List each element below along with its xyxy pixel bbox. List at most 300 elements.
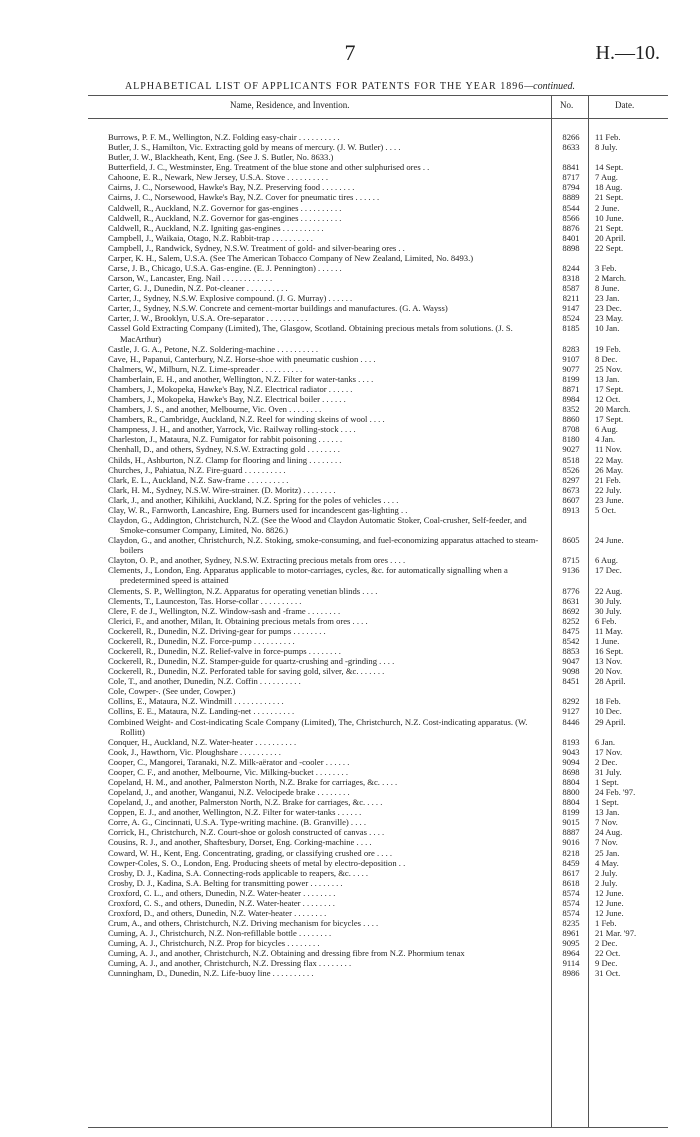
list-item [0, 918, 700, 928]
entry-date: 22 July. [595, 484, 622, 495]
list-item [0, 777, 700, 787]
entry-number: 9095 [562, 938, 580, 949]
entry-date: 2 Dec. [595, 938, 618, 949]
entry-number: 8776 [562, 585, 580, 596]
top-rule [88, 95, 668, 96]
list-item [0, 455, 700, 465]
entry-text: Cooper, C. F., and another, Melbourne, Vic. Milking-bucket . . . . . . . . [108, 766, 348, 777]
entry-number [553, 686, 589, 696]
entry-text: Butler, J. S., Hamilton, Vic. Extracting gold by means of mercury. (J. W. Butler) . . . . [108, 142, 401, 153]
bottom-rule [88, 1127, 668, 1128]
entry-date: 13 Jan. [595, 807, 620, 818]
list-item [0, 858, 700, 868]
entry-number: 8446 [562, 716, 580, 727]
list-item [0, 434, 700, 444]
entry-number: 8794 [562, 182, 580, 193]
entry-number: 8853 [562, 645, 580, 656]
entry-date: 13 Jan. [595, 373, 620, 384]
entry-text: Carson, W., Lancaster, Eng. Nail . . . . . . . . . . . . [108, 273, 273, 284]
list-item [0, 444, 700, 454]
list-item [0, 747, 700, 757]
entry-date: 23 Jan. [595, 293, 620, 304]
list-item [0, 888, 700, 898]
entry-number: 8633 [562, 142, 580, 153]
entry-date: 19 Feb. [595, 343, 621, 354]
list-item [0, 293, 700, 303]
entry-text: Cuming, A. J., and another, Christchurch, N.Z. Dressing flax . . . . . . . . [108, 958, 352, 969]
entry-text: Cockerell, R., Dunedin, N.Z. Stamper-guide for quartz-crushing and -grinding . . . . [108, 656, 395, 667]
entry-text: Champness, J. H., and another, Yarrock, Vic. Railway rolling-stock . . . . [108, 424, 356, 435]
entry-text: Chambers, J. S., and another, Melbourne, Vic. Oven . . . . . . . . [108, 404, 322, 415]
list-item [0, 273, 700, 283]
list-item [0, 535, 700, 555]
list-item [0, 948, 700, 958]
list-item [0, 384, 700, 394]
list-item [0, 283, 700, 293]
entry-number: 8986 [562, 968, 580, 979]
entry-text: Croxford, C. S., and others, Dunedin, N.Z. Water-heater . . . . . . . . [108, 897, 335, 908]
entry-number: 8352 [562, 404, 580, 415]
entry-date: 31 July. [595, 766, 622, 777]
entry-text: Carter, J. W., Brooklyn, U.S.A. Ore-separator . . . . . . . . . . [108, 313, 308, 324]
entry-text: Chambers, J., Mokopeka, Hawke's Bay, N.Z. Electrical radiator . . . . . . [108, 383, 353, 394]
list-item [0, 344, 700, 354]
entry-number: 8185 [562, 323, 580, 334]
entry-text: Clay, W. R., Farnworth, Lancashire, Eng. Burners used for incandescent gas-lighting . . [108, 504, 408, 515]
entry-number: 8715 [562, 555, 580, 566]
entry-text: Cairns, J. C., Norsewood, Hawke's Bay, N.Z. Preserving food . . . . . . . . [108, 182, 355, 193]
list-item [0, 394, 700, 404]
entry-date: 5 Oct. [595, 504, 617, 515]
entry-number: 8898 [562, 242, 580, 253]
entry-number: 8518 [562, 454, 580, 465]
entry-number: 9136 [562, 565, 580, 576]
applicant-list [0, 132, 700, 979]
entry-number: 8692 [562, 605, 580, 616]
title-continued: —continued. [524, 81, 576, 92]
list-item [0, 868, 700, 878]
entry-date: 24 June. [595, 535, 624, 546]
entry-date: 22 May. [595, 454, 624, 465]
list-item [0, 132, 700, 142]
entry-text: Burrows, P. F. M., Wellington, N.Z. Folding easy-chair . . . . . . . . . . [108, 132, 340, 142]
entry-date: 31 Oct. [595, 968, 621, 979]
list-item [0, 757, 700, 767]
list-item [0, 928, 700, 938]
list-item [0, 253, 700, 263]
list-item [0, 636, 700, 646]
entry-date: 29 April. [595, 716, 626, 727]
entry-number: 8574 [562, 908, 580, 919]
list-item [0, 192, 700, 202]
entry-date: 7 Nov. [595, 817, 618, 828]
entry-number: 8708 [562, 424, 580, 435]
entry-text: Cowper-Coles, S. O., London, Eng. Producing sheets of metal by electro-deposition . . [108, 857, 406, 868]
entry-date: 22 Oct. [595, 948, 621, 959]
entry-date: 12 June. [595, 887, 624, 898]
entry-number: 8871 [562, 383, 580, 394]
page-title [0, 81, 700, 92]
entry-date: 10 Jan. [595, 323, 620, 334]
entry-date: 11 May. [595, 625, 623, 636]
entry-number: 9114 [562, 958, 580, 969]
column-header-name: Name, Residence, and Invention. [230, 100, 350, 110]
entry-number: 8587 [562, 283, 580, 294]
entry-number [553, 152, 589, 162]
entry-text: Carter, G. J., Dunedin, N.Z. Pot-cleaner . . . . . . . . . . [108, 283, 288, 294]
entry-date: 23 May. [595, 313, 624, 324]
list-item [0, 323, 700, 343]
entry-text: Charleston, J., Mataura, N.Z. Fumigator for rabbit poisoning . . . . . . [108, 434, 343, 445]
list-item [0, 404, 700, 414]
entry-date: 8 Dec. [595, 353, 618, 364]
entry-date: 23 June. [595, 494, 624, 505]
list-item [0, 938, 700, 948]
entry-date: 20 March. [595, 404, 631, 415]
entry-number: 8199 [562, 807, 580, 818]
entry-text: Cassel Gold Extracting Company (Limited), The, Glasgow, Scotland. Obtaining precious metals from solutions. (J. S. MacArthur) [108, 323, 513, 344]
list-item [0, 515, 700, 535]
entry-text: Cuming, A. J., and another, Christchurch, N.Z. Obtaining and dressing fibre from N.Z. Phormium tenax [108, 948, 465, 959]
list-item [0, 233, 700, 243]
list-item [0, 303, 700, 313]
entry-text: Clark, J., and another, Kihikihi, Auckland, N.Z. Spring for the poles of vehicles . . . . [108, 494, 399, 505]
list-item [0, 717, 700, 737]
entry-text: Conquer, H., Auckland, N.Z. Water-heater . . . . . . . . . . [108, 736, 297, 747]
list-item [0, 686, 700, 696]
list-item [0, 656, 700, 666]
entry-number: 8566 [562, 212, 580, 223]
entry-text: Cockerell, R., Dunedin, N.Z. Relief-valve in force-pumps . . . . . . . . [108, 645, 341, 656]
list-item [0, 958, 700, 968]
entry-date: 20 April. [595, 232, 626, 243]
entry-date: 2 June. [595, 202, 620, 213]
page-number: 7 [344, 40, 356, 65]
entry-date: 7 Nov. [595, 837, 618, 848]
entry-number: 8542 [562, 635, 580, 646]
entry-number: 8283 [562, 343, 580, 354]
entry-date: 24 Aug. [595, 827, 623, 838]
entry-date: 4 Jan. [595, 434, 616, 445]
entry-text: Caldwell, R., Auckland, N.Z. Governor for gas-engines . . . . . . . . . . [108, 212, 342, 223]
entry-date: 26 May. [595, 464, 624, 475]
entry-date: 17 Dec. [595, 565, 622, 576]
list-item [0, 787, 700, 797]
list-item [0, 182, 700, 192]
entry-date: 6 Jan. [595, 736, 616, 747]
entry-date [589, 152, 667, 162]
list-item [0, 364, 700, 374]
entry-number: 9027 [562, 444, 580, 455]
entry-number: 8617 [562, 867, 580, 878]
entry-date: 2 March. [595, 273, 627, 284]
list-item [0, 374, 700, 384]
entry-number [553, 253, 589, 263]
entry-number: 9077 [562, 363, 580, 374]
list-item [0, 313, 700, 323]
entry-date: 2 Dec. [595, 756, 618, 767]
entry-date: 1 Feb. [595, 918, 617, 929]
entry-date: 22 Aug. [595, 585, 623, 596]
column-header-date: Date. [615, 100, 635, 110]
entry-number: 8876 [562, 222, 580, 233]
entry-number [553, 515, 589, 535]
entry-number: 8218 [562, 847, 580, 858]
entry-number: 8804 [562, 797, 580, 808]
list-item [0, 878, 700, 888]
list-item [0, 626, 700, 636]
entry-number: 8618 [562, 877, 580, 888]
entry-date: 28 April. [595, 676, 626, 687]
list-item [0, 475, 700, 485]
entry-text: Chambers, R., Cambridge, Auckland, N.Z. Reel for winding skeins of wool . . . . [108, 414, 385, 425]
entry-text: Caldwell, R., Auckland, N.Z. Governor for gas-engines . . . . . . . . . . [108, 202, 342, 213]
entry-text: Carter, J., Sydney, N.S.W. Concrete and cement-mortar buildings and manufactures. (G. A. Wayss) [108, 303, 448, 314]
entry-date: 3 Feb. [595, 263, 617, 274]
entry-text: Childs, H., Ashburton, N.Z. Clamp for flooring and lining . . . . . . . . [108, 454, 342, 465]
entry-date: 30 July. [595, 595, 622, 606]
entry-text: Cook, J., Hawthorn, Vic. Ploughshare . . . . . . . . . . [108, 746, 281, 757]
list-item [0, 485, 700, 495]
list-item [0, 706, 700, 716]
entry-text: Castle, J. G. A., Petone, N.Z. Soldering-machine . . . . . . . . . . [108, 343, 319, 354]
entry-date: 4 May. [595, 857, 619, 868]
entry-text: Carper, K. H., Salem, U.S.A. (See The American Tobacco Company of New Zealand, Limited, No. 8493.) [108, 252, 474, 263]
entry-date: 8 July. [595, 142, 618, 153]
entry-number: 8318 [562, 273, 580, 284]
entry-text: Caldwell, R., Auckland, N.Z. Igniting gas-engines . . . . . . . . . . [108, 222, 324, 233]
list-item [0, 465, 700, 475]
entry-date: 6 Aug. [595, 555, 618, 566]
entry-number: 8544 [562, 202, 580, 213]
entry-number: 8860 [562, 414, 580, 425]
list-item [0, 152, 700, 162]
entry-date: 20 Nov. [595, 666, 623, 677]
entry-number: 8717 [562, 172, 580, 183]
entry-text: Clerici, F., and another, Milan, It. Obtaining precious metals from ores . . . . [108, 615, 368, 626]
entry-date: 25 Nov. [595, 363, 623, 374]
list-item [0, 142, 700, 152]
entry-text: Butler, J. W., Blackheath, Kent, Eng. (See J. S. Butler, No. 8633.) [108, 152, 334, 163]
entry-number: 9047 [562, 656, 580, 667]
entry-number: 9016 [562, 837, 580, 848]
entry-date: 17 Nov. [595, 746, 623, 757]
entry-number: 9015 [562, 817, 580, 828]
entry-text: Clark, H. M., Sydney, N.S.W. Wire-strainer. (D. Moritz) . . . . . . . . [108, 484, 336, 495]
entry-text: Campbell, J., Randwick, Sydney, N.S.W. Treatment of gold- and silver-bearing ores . . [108, 242, 405, 253]
entry-text: Cunningham, D., Dunedin, N.Z. Life-buoy line . . . . . . . . . . [108, 968, 314, 979]
entry-text: Coppen, E. J., and another, Wellington, N.Z. Filter for water-tanks . . . . . . [108, 807, 362, 818]
entry-number: 8244 [562, 263, 580, 274]
entry-date: 1 Sept. [595, 797, 619, 808]
entry-text: Carse, J. B., Chicago, U.S.A. Gas-engine. (E. J. Pennington) . . . . . . [108, 263, 342, 274]
entry-number: 8698 [562, 766, 580, 777]
list-item [0, 666, 700, 676]
entry-text: Carter, J., Sydney, N.S.W. Explosive compound. (J. G. Murray) . . . . . . [108, 293, 353, 304]
entry-text: Claydon, G., Addington, Christchurch, N.Z. (See the Wood and Claydon Automatic Stoker, Coal-crusher, Self-feeder, and Smoke-consumer Company, Limited, No. 8826.) [108, 514, 527, 536]
entry-number: 8964 [562, 948, 580, 959]
entry-number: 9107 [562, 353, 580, 364]
entry-text: Crosby, D. J., Kadina, S.A. Belting for transmitting power . . . . . . . . [108, 877, 343, 888]
entry-text: Claydon, G., and another, Christchurch, N.Z. Stoking, smoke-consuming, and fuel-economizing apparatus attached to steam-boilers [108, 535, 539, 556]
list-item [0, 495, 700, 505]
entry-text: Chamberlain, E. H., and another, Wellington, N.Z. Filter for water-tanks . . . . [108, 373, 374, 384]
entry-number: 8235 [562, 918, 580, 929]
entry-number: 9127 [562, 706, 580, 717]
entry-text: Cockerell, R., Dunedin, N.Z. Perforated table for saving gold, silver, &c. . . . . . . [108, 666, 385, 677]
list-item [0, 243, 700, 253]
entry-date: 17 Sept. [595, 414, 624, 425]
list-item [0, 696, 700, 706]
list-item [0, 908, 700, 918]
entry-number: 8524 [562, 313, 580, 324]
entry-text: Corrick, H., Christchurch, N.Z. Court-shoe or golosh constructed of canvas . . . . [108, 827, 385, 838]
entry-date [589, 253, 667, 263]
entry-text: Cockerell, R., Dunedin, N.Z. Force-pump . . . . . . . . . . [108, 635, 295, 646]
list-item [0, 505, 700, 515]
entry-text: Campbell, J., Waikaia, Otago, N.Z. Rabbit-trap . . . . . . . . . . [108, 232, 313, 243]
entry-number: 8211 [562, 293, 580, 304]
list-item [0, 827, 700, 837]
list-item [0, 767, 700, 777]
entry-number: 8673 [562, 484, 580, 495]
list-item [0, 898, 700, 908]
entry-date: 21 Feb. [595, 474, 621, 485]
list-item [0, 414, 700, 424]
entry-number: 8475 [562, 625, 580, 636]
entry-number: 9043 [562, 746, 580, 757]
list-item [0, 737, 700, 747]
list-item [0, 817, 700, 827]
document-reference: H.—10. [595, 42, 660, 64]
list-item [0, 223, 700, 233]
entry-date: 12 June. [595, 897, 624, 908]
entry-number: 8913 [562, 504, 580, 515]
list-item [0, 203, 700, 213]
entry-date: 18 Aug. [595, 182, 623, 193]
list-item [0, 837, 700, 847]
entry-text: Cave, H., Papanui, Canterbury, N.Z. Horse-shoe with pneumatic cushion . . . . [108, 353, 376, 364]
entry-text: Crum, A., and others, Christchurch, N.Z. Driving mechanism for bicycles . . . . [108, 918, 379, 929]
list-item [0, 797, 700, 807]
entry-text: Chenhall, D., and others, Sydney, N.S.W. Extracting gold . . . . . . . . [108, 444, 340, 455]
entry-number: 9094 [562, 756, 580, 767]
entry-date [589, 686, 667, 696]
entry-text: Churches, J., Pahiatua, N.Z. Fire-guard . . . . . . . . . . [108, 464, 286, 475]
entry-date: 10 Dec. [595, 706, 622, 717]
entry-text: Clayton, O. P., and another, Sydney, N.S.W. Extracting precious metals from ores . . . . [108, 555, 406, 566]
entry-number: 8574 [562, 887, 580, 898]
entry-text: Croxford, C. L., and others, Dunedin, N.Z. Water-heater . . . . . . . . [108, 887, 336, 898]
list-item [0, 555, 700, 565]
entry-date: 30 July. [595, 605, 622, 616]
entry-number: 8841 [562, 162, 580, 173]
entry-text: Collins, E., Mataura, N.Z. Windmill . . . . . . . . . . . . [108, 696, 284, 707]
list-item [0, 354, 700, 364]
entry-text: Cole, Cowper-. (See under, Cowper.) [108, 686, 236, 697]
entry-date: 25 Jan. [595, 847, 620, 858]
entry-text: Collins, E. E., Mataura, N.Z. Landing-net . . . . . . . . . . [108, 706, 295, 717]
entry-date: 18 Feb. [595, 696, 621, 707]
entry-text: Copeland, J., and another, Wanganui, N.Z. Velocipede brake . . . . . . . . [108, 787, 350, 798]
entry-date: 1 June. [595, 635, 620, 646]
entry-text: Croxford, D., and others, Dunedin, N.Z. Water-heater . . . . . . . . [108, 908, 327, 919]
entry-date: 12 June. [595, 908, 624, 919]
list-item [0, 172, 700, 182]
entry-number: 8804 [562, 777, 580, 787]
list-item [0, 213, 700, 223]
entry-date: 21 Mar. '97. [595, 928, 637, 939]
entry-number: 9098 [562, 666, 580, 677]
entry-date: 10 June. [595, 212, 624, 223]
title-main: ALPHABETICAL LIST OF APPLICANTS FOR PATENTS FOR THE YEAR 1896 [124, 81, 525, 92]
entry-number: 8984 [562, 394, 580, 405]
entry-text: Chambers, J., Mokopeka, Hawke's Bay, N.Z. Electrical boiler . . . . . . [108, 394, 346, 405]
entry-date: 14 Sept. [595, 162, 624, 173]
entry-date: 17 Sept. [595, 383, 624, 394]
entry-date: 24 Feb. '97. [595, 787, 636, 798]
entry-number: 8252 [562, 615, 580, 626]
entry-date: 11 Feb. [595, 132, 621, 142]
entry-number: 8297 [562, 474, 580, 485]
list-item [0, 807, 700, 817]
entry-text: Coward, W. H., Kent, Eng. Concentrating, grading, or classifying crushed ore . . . . [108, 847, 393, 858]
entry-text: Clements, T., Launceston, Tas. Horse-collar . . . . . . . . . . [108, 595, 302, 606]
entry-number: 8266 [562, 132, 580, 142]
entry-number: 8607 [562, 494, 580, 505]
list-item [0, 646, 700, 656]
entry-text: Corre, A. G., Cincinnati, U.S.A. Type-writing machine. (B. Granville) . . . . [108, 817, 366, 828]
entry-date: 7 Aug. [595, 172, 618, 183]
entry-text: Cuming, A. J., Christchurch, N.Z. Prop for bicycles . . . . . . . . [108, 938, 320, 949]
entry-number: 8574 [562, 897, 580, 908]
entry-text: Copeland, J., and another, Palmerston North, N.Z. Brake for carriages, &c. . . . . [108, 797, 383, 808]
entry-text: Cairns, J. C., Norsewood, Hawke's Bay, N.Z. Cover for pneumatic tires . . . . . . [108, 192, 380, 203]
entry-date: 21 Sept. [595, 192, 624, 203]
entry-number: 8459 [562, 857, 580, 868]
entry-date: 21 Sept. [595, 222, 624, 233]
entry-number: 8193 [562, 736, 580, 747]
entry-date: 23 Dec. [595, 303, 622, 314]
entry-date: 9 Dec. [595, 958, 618, 969]
list-item [0, 596, 700, 606]
entry-number: 8292 [562, 696, 580, 707]
entry-date: 8 June. [595, 283, 620, 294]
entry-number: 8180 [562, 434, 580, 445]
entry-date: 1 Sept. [595, 777, 619, 787]
entry-date: 22 Sept. [595, 242, 624, 253]
list-item [0, 616, 700, 626]
entry-text: Crosby, D. J., Kadina, S.A. Connecting-rods applicable to reapers, &c. . . . . [108, 867, 369, 878]
header-rule [88, 118, 668, 119]
entry-number: 8451 [562, 676, 580, 687]
list-item [0, 606, 700, 616]
entry-number: 8401 [562, 232, 580, 243]
entry-number: 8887 [562, 827, 580, 838]
entry-text: Clements, J., London, Eng. Apparatus applicable to motor-carriages, cycles, &c. for automatically signalling when a predetermined speed is attained [108, 565, 508, 586]
list-item [0, 263, 700, 273]
entry-text: Clements, S. P., Wellington, N.Z. Apparatus for operating venetian blinds . . . . [108, 585, 378, 596]
entry-text: Cahoone, E. R., Newark, New Jersey, U.S.A. Stove . . . . . . . . . . [108, 172, 328, 183]
entry-number: 8605 [562, 535, 580, 546]
entry-text: Chalmers, W., Milburn, N.Z. Lime-spreader . . . . . . . . . . [108, 363, 303, 374]
entry-number: 8961 [562, 928, 580, 939]
entry-text: Clark, E. L., Auckland, N.Z. Saw-frame . . . . . . . . . . [108, 474, 289, 485]
entry-number: 8631 [562, 595, 580, 606]
entry-date: 13 Nov. [595, 656, 623, 667]
entry-date: 2 July. [595, 867, 618, 878]
entry-date: 16 Sept. [595, 645, 624, 656]
